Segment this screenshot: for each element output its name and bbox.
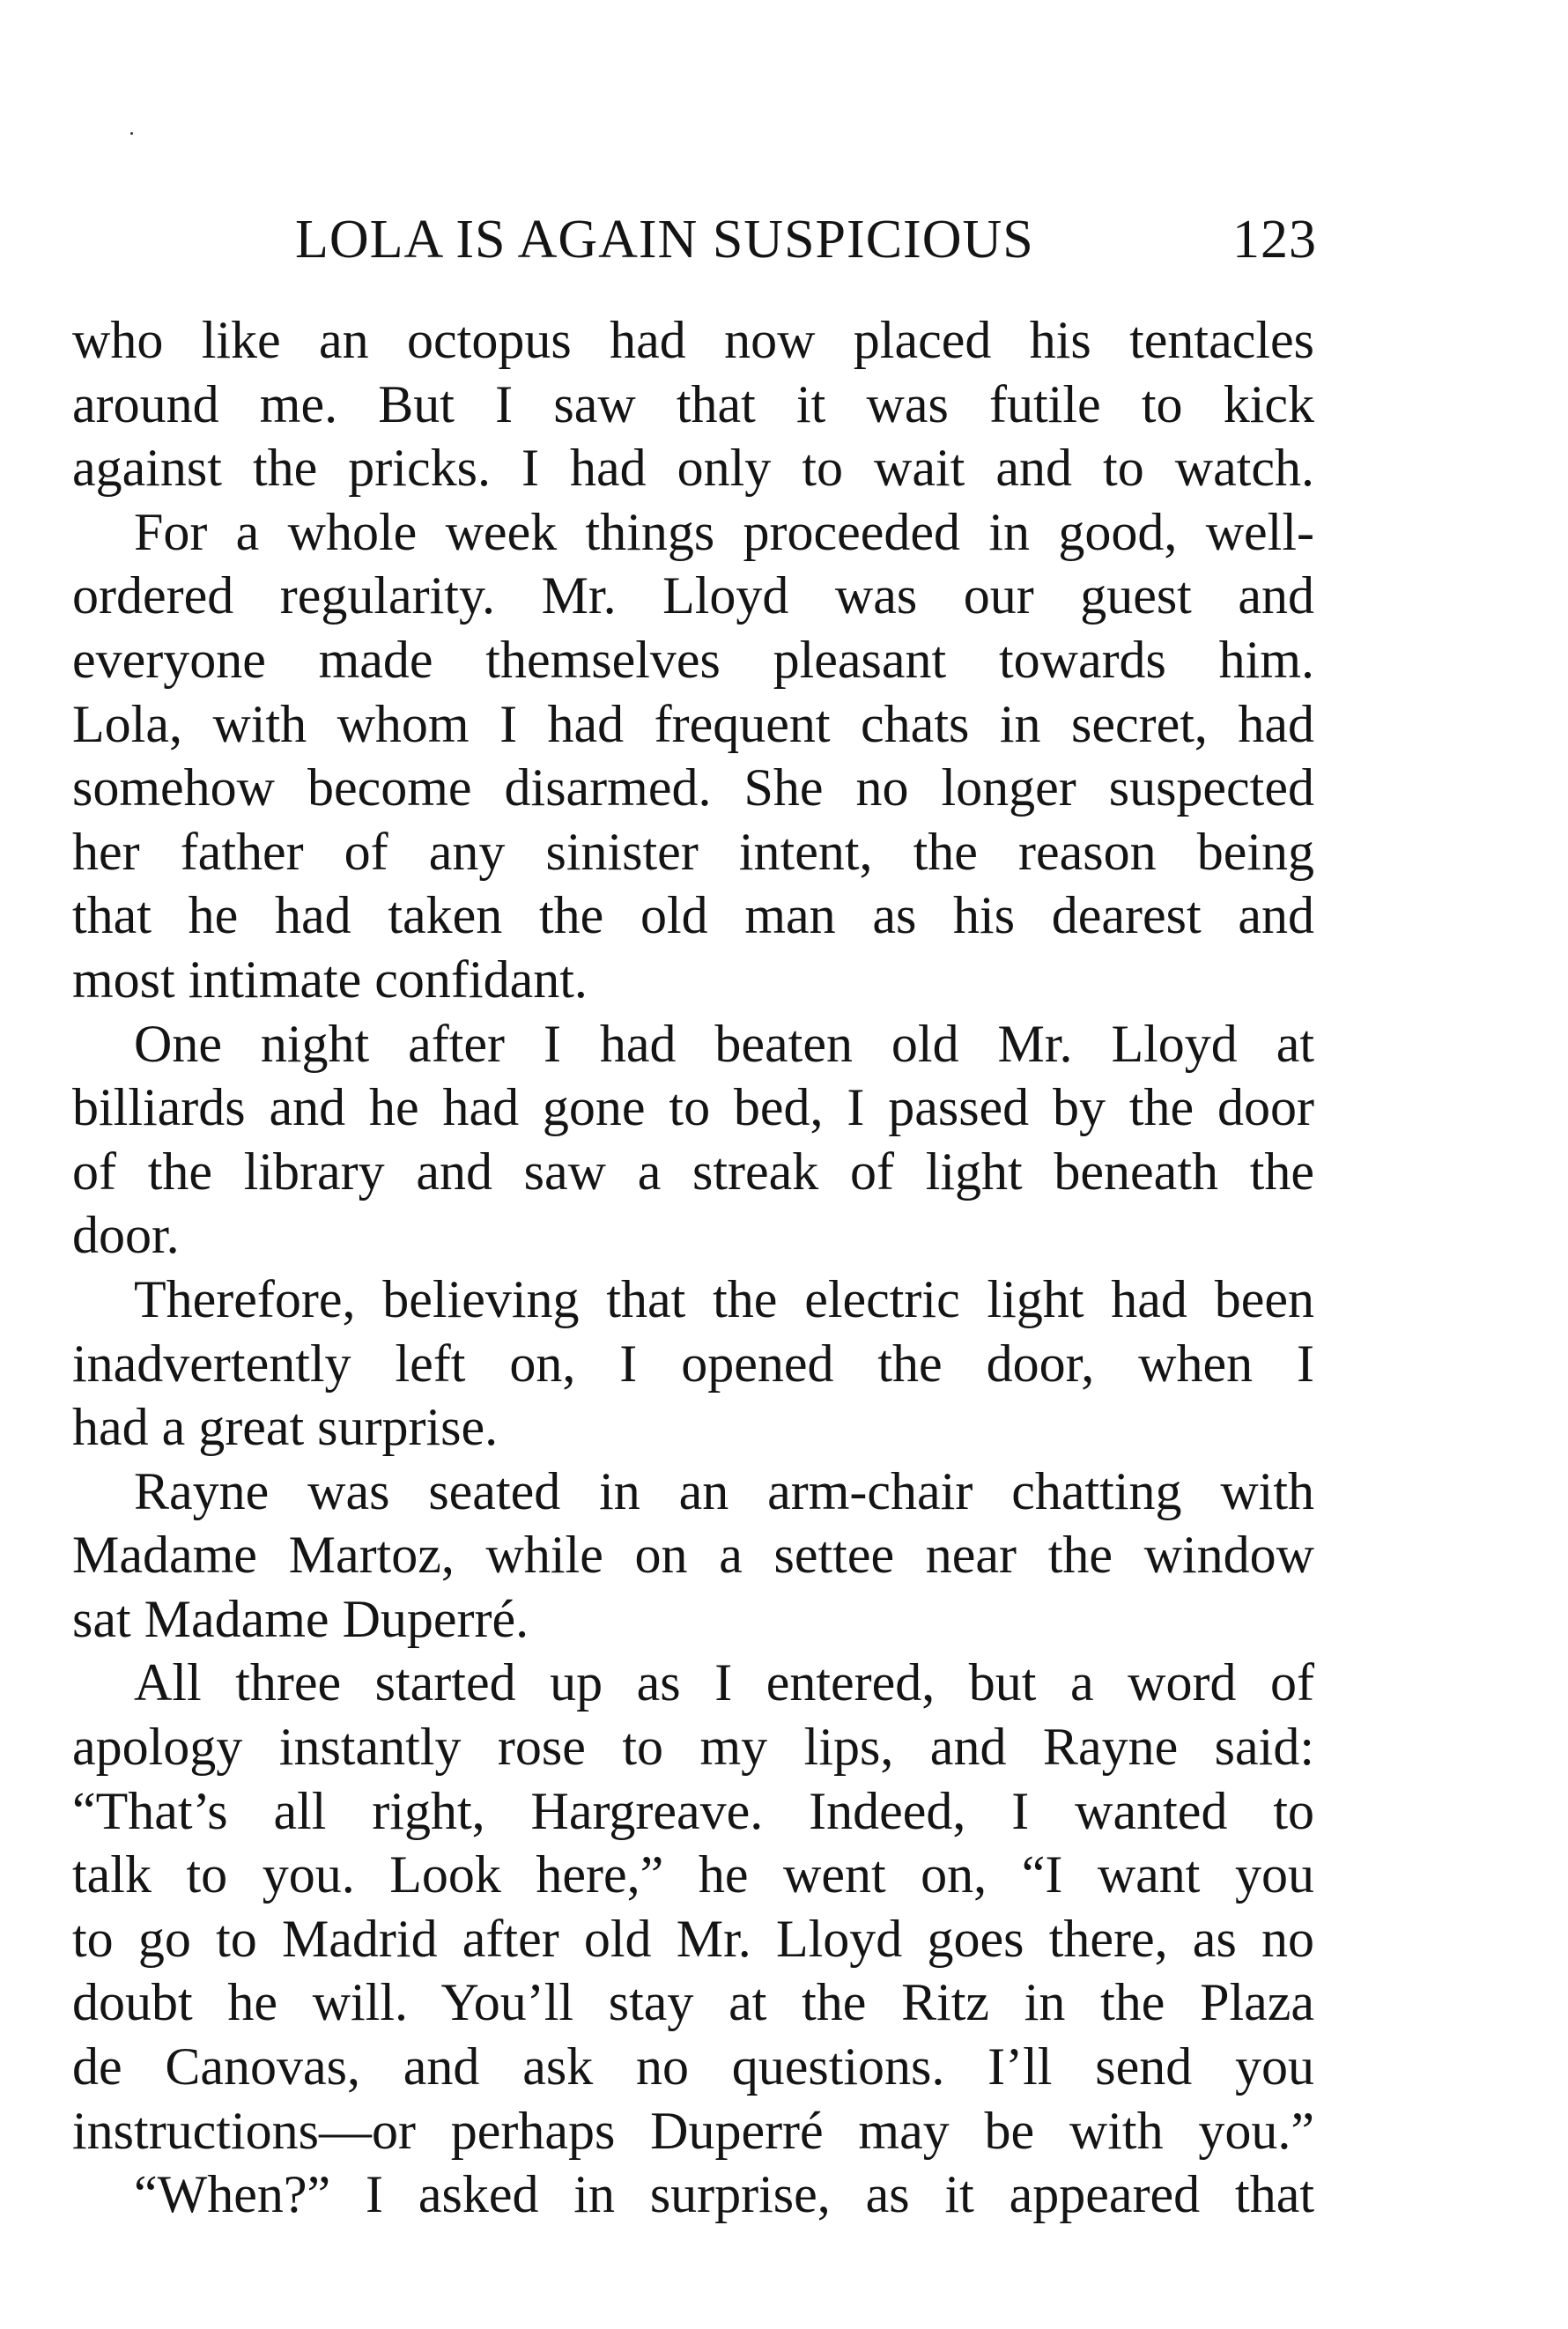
text-line: All three started up as I entered, but a word of xyxy=(134,1653,1314,1712)
text-line: de Canovas, and ask no questions. I’ll send you xyxy=(72,2037,1314,2096)
text-line: had a great surprise. xyxy=(72,1398,499,1457)
text-line: who like an octopus had now placed his tentacles xyxy=(72,311,1314,369)
text-line: inadvertently left on, I opened the door, when I xyxy=(72,1334,1314,1393)
running-title: LOLA IS AGAIN SUSPICIOUS xyxy=(295,210,1034,270)
text-line: “That’s all right, Hargreave. Indeed, I wanted to xyxy=(72,1781,1314,1840)
text-line: of the library and saw a streak of light beneath the xyxy=(72,1142,1314,1201)
text-line: talk to you. Look here,” he went on, “I want you xyxy=(72,1845,1314,1904)
text-line: “When?” I asked in surprise, as it appeared that xyxy=(134,2165,1314,2224)
text-line: Rayne was seated in an arm-chair chatting with xyxy=(134,1461,1314,1520)
text-line: Madame Martoz, while on a settee near the window xyxy=(72,1526,1314,1585)
text-line: her father of any sinister intent, the reason being xyxy=(72,822,1314,881)
text-line: around me. But I saw that it was futile to kick xyxy=(72,374,1314,433)
text-line: everyone made themselves pleasant towards him. xyxy=(72,630,1314,689)
text-line: door. xyxy=(72,1206,180,1265)
text-line: against the pricks. I had only to wait and to watch. xyxy=(72,439,1314,498)
text-line: ordered regularity. Mr. Lloyd was our guest and xyxy=(72,566,1314,625)
text-line: Therefore, believing that the electric light had been xyxy=(134,1269,1314,1328)
text-line: instructions—or perhaps Duperré may be with you.” xyxy=(72,2101,1314,2160)
text-line: that he had taken the old man as his dearest and xyxy=(72,886,1314,945)
text-line: billiards and he had gone to bed, I passed by the door xyxy=(72,1078,1314,1137)
running-head xyxy=(295,204,1317,275)
text-line: Lola, with whom I had frequent chats in secret, had xyxy=(72,694,1314,753)
print-speck xyxy=(130,132,133,135)
text-line: sat Madame Duperré. xyxy=(72,1589,529,1648)
body-text xyxy=(72,308,1314,2227)
text-line: doubt he will. You’ll stay at the Ritz in the Plaza xyxy=(72,1973,1314,2032)
text-line: to go to Madrid after old Mr. Lloyd goes there, as no xyxy=(72,1909,1314,1968)
text-line: apology instantly rose to my lips, and Rayne said: xyxy=(72,1718,1314,1777)
page-number: 123 xyxy=(1232,210,1317,270)
text-line: One night after I had beaten old Mr. Lloyd at xyxy=(134,1014,1314,1073)
text-line: most intimate confidant. xyxy=(72,950,588,1009)
text-line: somehow become disarmed. She no longer suspected xyxy=(72,758,1314,817)
text-line: For a whole week things proceeded in good, well- xyxy=(134,502,1314,561)
